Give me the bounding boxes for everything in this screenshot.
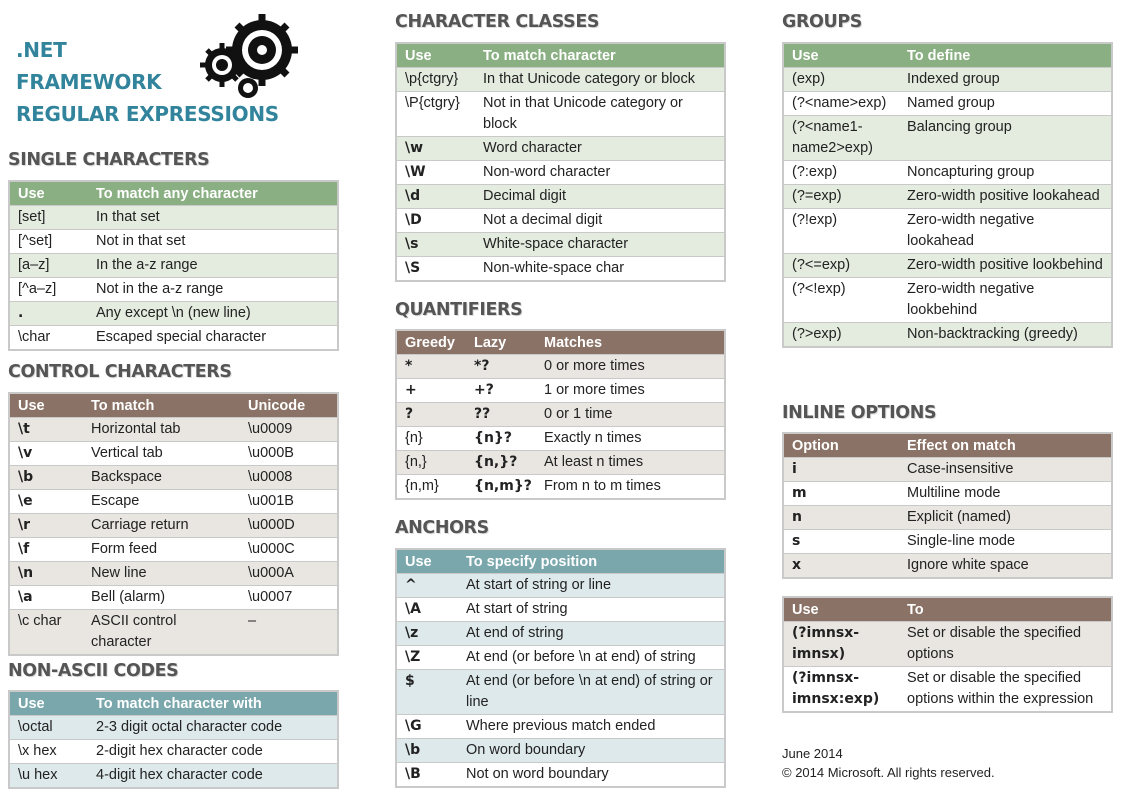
table-cell: At end of string [458,622,725,646]
table-row [396,209,725,233]
table-cell: Set or disable the specified options within the expression [899,667,1112,713]
table-cell: White-space character [475,233,725,257]
table-row [396,646,725,670]
table-cell: Word character [475,137,725,161]
table-cell: Not in that Unicode category or block [475,92,725,137]
table-cell: Decimal digit [475,185,725,209]
table-cell: \w [396,137,475,161]
table-cell: 0 or more times [536,355,725,379]
table-row [9,254,338,278]
table-header: Use [9,393,83,418]
table-row [783,458,1112,482]
table-cell: \x hex [9,740,88,764]
table-cell: \u000B [240,442,338,466]
table-row [9,764,338,789]
table-cell: (?!exp) [783,209,899,254]
footer-copyright: © 2014 Microsoft. All rights reserved. [782,765,995,780]
table-cell: \u000D [240,514,338,538]
table-cell: \S [396,257,475,282]
table-cell: (?=exp) [783,185,899,209]
table-cell: \W [396,161,475,185]
table-cell: {n,}? [466,451,536,475]
table-cell: (?<!exp) [783,278,899,323]
table-header: Effect on match [899,433,1112,458]
table-cell: *? [466,355,536,379]
table-header: To [899,597,1112,622]
table-cell: (?<name1-name2>exp) [783,116,899,161]
table-cell: \D [396,209,475,233]
control-characters-table [8,392,339,656]
table-row [9,562,338,586]
table-cell: (?imnsx-imnsx:exp) [783,667,899,713]
table-cell: Non-white-space char [475,257,725,282]
table-row [783,68,1112,92]
table-cell: \char [9,326,88,351]
table-cell: In that set [88,206,338,230]
groups-table [782,42,1113,348]
table-cell: Carriage return [83,514,240,538]
table-row [9,610,338,656]
table-cell: \u000C [240,538,338,562]
table-header: To specify position [458,549,725,574]
table-cell: \t [9,418,83,442]
table-row [396,622,725,646]
quantifiers-title: QUANTIFIERS [395,300,523,320]
logo-line-net: .NET [16,38,67,62]
table-cell: + [396,379,466,403]
table-cell: At least n times [536,451,725,475]
table-cell: Zero-width positive lookbehind [899,254,1112,278]
table-header: Use [396,549,458,574]
table-row [9,490,338,514]
table-cell: Ignore white space [899,554,1112,579]
table-row [9,230,338,254]
table-row [9,418,338,442]
table-header: Use [783,43,899,68]
table-header: Lazy [466,330,536,355]
table-cell: Escape [83,490,240,514]
table-header: To match [83,393,240,418]
table-cell: Not in that set [88,230,338,254]
table-row [396,92,725,137]
table-cell: On word boundary [458,739,725,763]
table-row [9,326,338,351]
table-row [9,716,338,740]
table-cell: Not on word boundary [458,763,725,788]
table-cell: {n,m}? [466,475,536,500]
table-header: Use [9,181,88,206]
table-row [396,379,725,403]
table-cell: \u0008 [240,466,338,490]
table-cell: \b [396,739,458,763]
table-cell: \a [9,586,83,610]
quantifiers-table [395,329,726,500]
table-cell: . [9,302,88,326]
character-classes-title: CHARACTER CLASSES [395,12,600,32]
table-cell: * [396,355,466,379]
table-row [783,554,1112,579]
table-header: To match character [475,43,725,68]
inline-options-table [782,432,1113,579]
table-header: To match any character [88,181,338,206]
anchors-title: ANCHORS [395,518,489,538]
table-cell: Single-line mode [899,530,1112,554]
table-cell: \Z [396,646,458,670]
table-cell: \v [9,442,83,466]
table-cell: \r [9,514,83,538]
table-cell: {n} [396,427,466,451]
table-cell: Horizontal tab [83,418,240,442]
table-header: Unicode [240,393,338,418]
table-row [783,667,1112,713]
table-row [9,514,338,538]
table-cell: \c char [9,610,83,656]
table-row [396,355,725,379]
table-cell: Balancing group [899,116,1112,161]
table-cell: At end (or before \n at end) of string or line [458,670,725,715]
table-cell: Indexed group [899,68,1112,92]
table-row [396,715,725,739]
table-row [783,278,1112,323]
table-cell: ? [396,403,466,427]
table-cell: \b [9,466,83,490]
table-cell: 4-digit hex character code [88,764,338,789]
table-row [396,403,725,427]
table-cell: \B [396,763,458,788]
logo-line-framework: FRAMEWORK [16,70,162,94]
table-cell: 0 or 1 time [536,403,725,427]
table-cell: (?imnsx-imnsx) [783,622,899,667]
table-row [9,278,338,302]
table-cell: At end (or before \n at end) of string [458,646,725,670]
table-cell: Exactly n times [536,427,725,451]
table-cell: {n,} [396,451,466,475]
groups-title: GROUPS [782,12,862,32]
table-header: Matches [536,330,725,355]
table-row [783,185,1112,209]
table-cell: \z [396,622,458,646]
table-cell: At start of string [458,598,725,622]
table-row [783,116,1112,161]
table-header: Use [783,597,899,622]
inline-options-title: INLINE OPTIONS [782,403,937,423]
table-row [396,763,725,788]
table-cell: Non-word character [475,161,725,185]
table-cell: \n [9,562,83,586]
table-row [783,92,1112,116]
table-cell: [^a–z] [9,278,88,302]
table-cell: From n to m times [536,475,725,500]
table-cell: \s [396,233,475,257]
table-row [783,323,1112,348]
logo-line-regex: REGULAR EXPRESSIONS [16,102,279,126]
table-row [396,598,725,622]
table-cell: Named group [899,92,1112,116]
table-header: Option [783,433,899,458]
table-cell: Vertical tab [83,442,240,466]
table-cell: 1 or more times [536,379,725,403]
table-header: Greedy [396,330,466,355]
table-cell: \A [396,598,458,622]
table-cell: Form feed [83,538,240,562]
table-cell: [a–z] [9,254,88,278]
table-row [396,233,725,257]
table-cell: x [783,554,899,579]
single-characters-title: SINGLE CHARACTERS [8,150,210,170]
table-row [783,482,1112,506]
table-cell: (?>exp) [783,323,899,348]
table-cell: Set or disable the specified options [899,622,1112,667]
table-row [396,161,725,185]
character-classes-table [395,42,726,282]
table-cell: $ [396,670,458,715]
table-row [396,185,725,209]
table-row [396,257,725,282]
table-cell: s [783,530,899,554]
table-cell: Zero-width negative lookahead [899,209,1112,254]
table-cell: \P{ctgry} [396,92,475,137]
table-cell: Where previous match ended [458,715,725,739]
table-row [783,254,1112,278]
table-cell: \e [9,490,83,514]
table-cell: {n,m} [396,475,466,500]
gears-icon [200,10,300,105]
table-cell: Explicit (named) [899,506,1112,530]
table-cell: ^ [396,574,458,598]
table-cell: In the a-z range [88,254,338,278]
table-cell: – [240,610,338,656]
footer-date: June 2014 [782,746,843,761]
table-cell: ASCII control character [83,610,240,656]
table-row [396,451,725,475]
set-options-table [782,596,1113,713]
table-cell: m [783,482,899,506]
non-ascii-codes-table [8,690,339,789]
table-cell: [^set] [9,230,88,254]
anchors-table [395,548,726,788]
table-cell: Noncapturing group [899,161,1112,185]
table-row [783,506,1112,530]
table-row [9,302,338,326]
table-cell: Not in the a-z range [88,278,338,302]
table-cell: [set] [9,206,88,230]
table-header: To define [899,43,1112,68]
table-cell: \G [396,715,458,739]
table-cell: Escaped special character [88,326,338,351]
table-row [396,137,725,161]
table-cell: \octal [9,716,88,740]
table-header: Use [9,691,88,716]
table-cell: (?<=exp) [783,254,899,278]
table-cell: Multiline mode [899,482,1112,506]
table-header: Use [396,43,475,68]
table-cell: In that Unicode category or block [475,68,725,92]
table-cell: (exp) [783,68,899,92]
table-cell: At start of string or line [458,574,725,598]
table-row [9,466,338,490]
table-cell: Non-backtracking (greedy) [899,323,1112,348]
table-cell: \u0009 [240,418,338,442]
table-cell: \u000A [240,562,338,586]
table-row [9,740,338,764]
table-cell: Backspace [83,466,240,490]
table-cell: Not a decimal digit [475,209,725,233]
table-header: To match character with [88,691,338,716]
single-characters-table [8,180,339,351]
table-cell: (?:exp) [783,161,899,185]
table-cell: 2-digit hex character code [88,740,338,764]
table-cell: (?<name>exp) [783,92,899,116]
table-row [396,475,725,500]
table-row [396,670,725,715]
table-cell: Any except \n (new line) [88,302,338,326]
table-row [396,427,725,451]
table-row [783,161,1112,185]
table-row [783,622,1112,667]
table-cell: Bell (alarm) [83,586,240,610]
table-row [396,68,725,92]
table-cell: New line [83,562,240,586]
non-ascii-codes-title: NON-ASCII CODES [8,661,179,681]
table-cell: \u hex [9,764,88,789]
table-row [9,538,338,562]
table-row [9,206,338,230]
table-cell: \p{ctgry} [396,68,475,92]
table-cell: Zero-width positive lookahead [899,185,1112,209]
table-cell: {n}? [466,427,536,451]
table-row [783,530,1112,554]
table-row [783,209,1112,254]
table-row [9,442,338,466]
table-cell: n [783,506,899,530]
table-cell: Case-insensitive [899,458,1112,482]
table-cell: \f [9,538,83,562]
table-cell: ?? [466,403,536,427]
table-row [396,574,725,598]
table-row [396,739,725,763]
table-cell: \u001B [240,490,338,514]
table-row [9,586,338,610]
table-cell: +? [466,379,536,403]
control-characters-title: CONTROL CHARACTERS [8,362,232,382]
table-cell: i [783,458,899,482]
table-cell: \u0007 [240,586,338,610]
table-cell: Zero-width negative lookbehind [899,278,1112,323]
table-cell: \d [396,185,475,209]
table-cell: 2-3 digit octal character code [88,716,338,740]
